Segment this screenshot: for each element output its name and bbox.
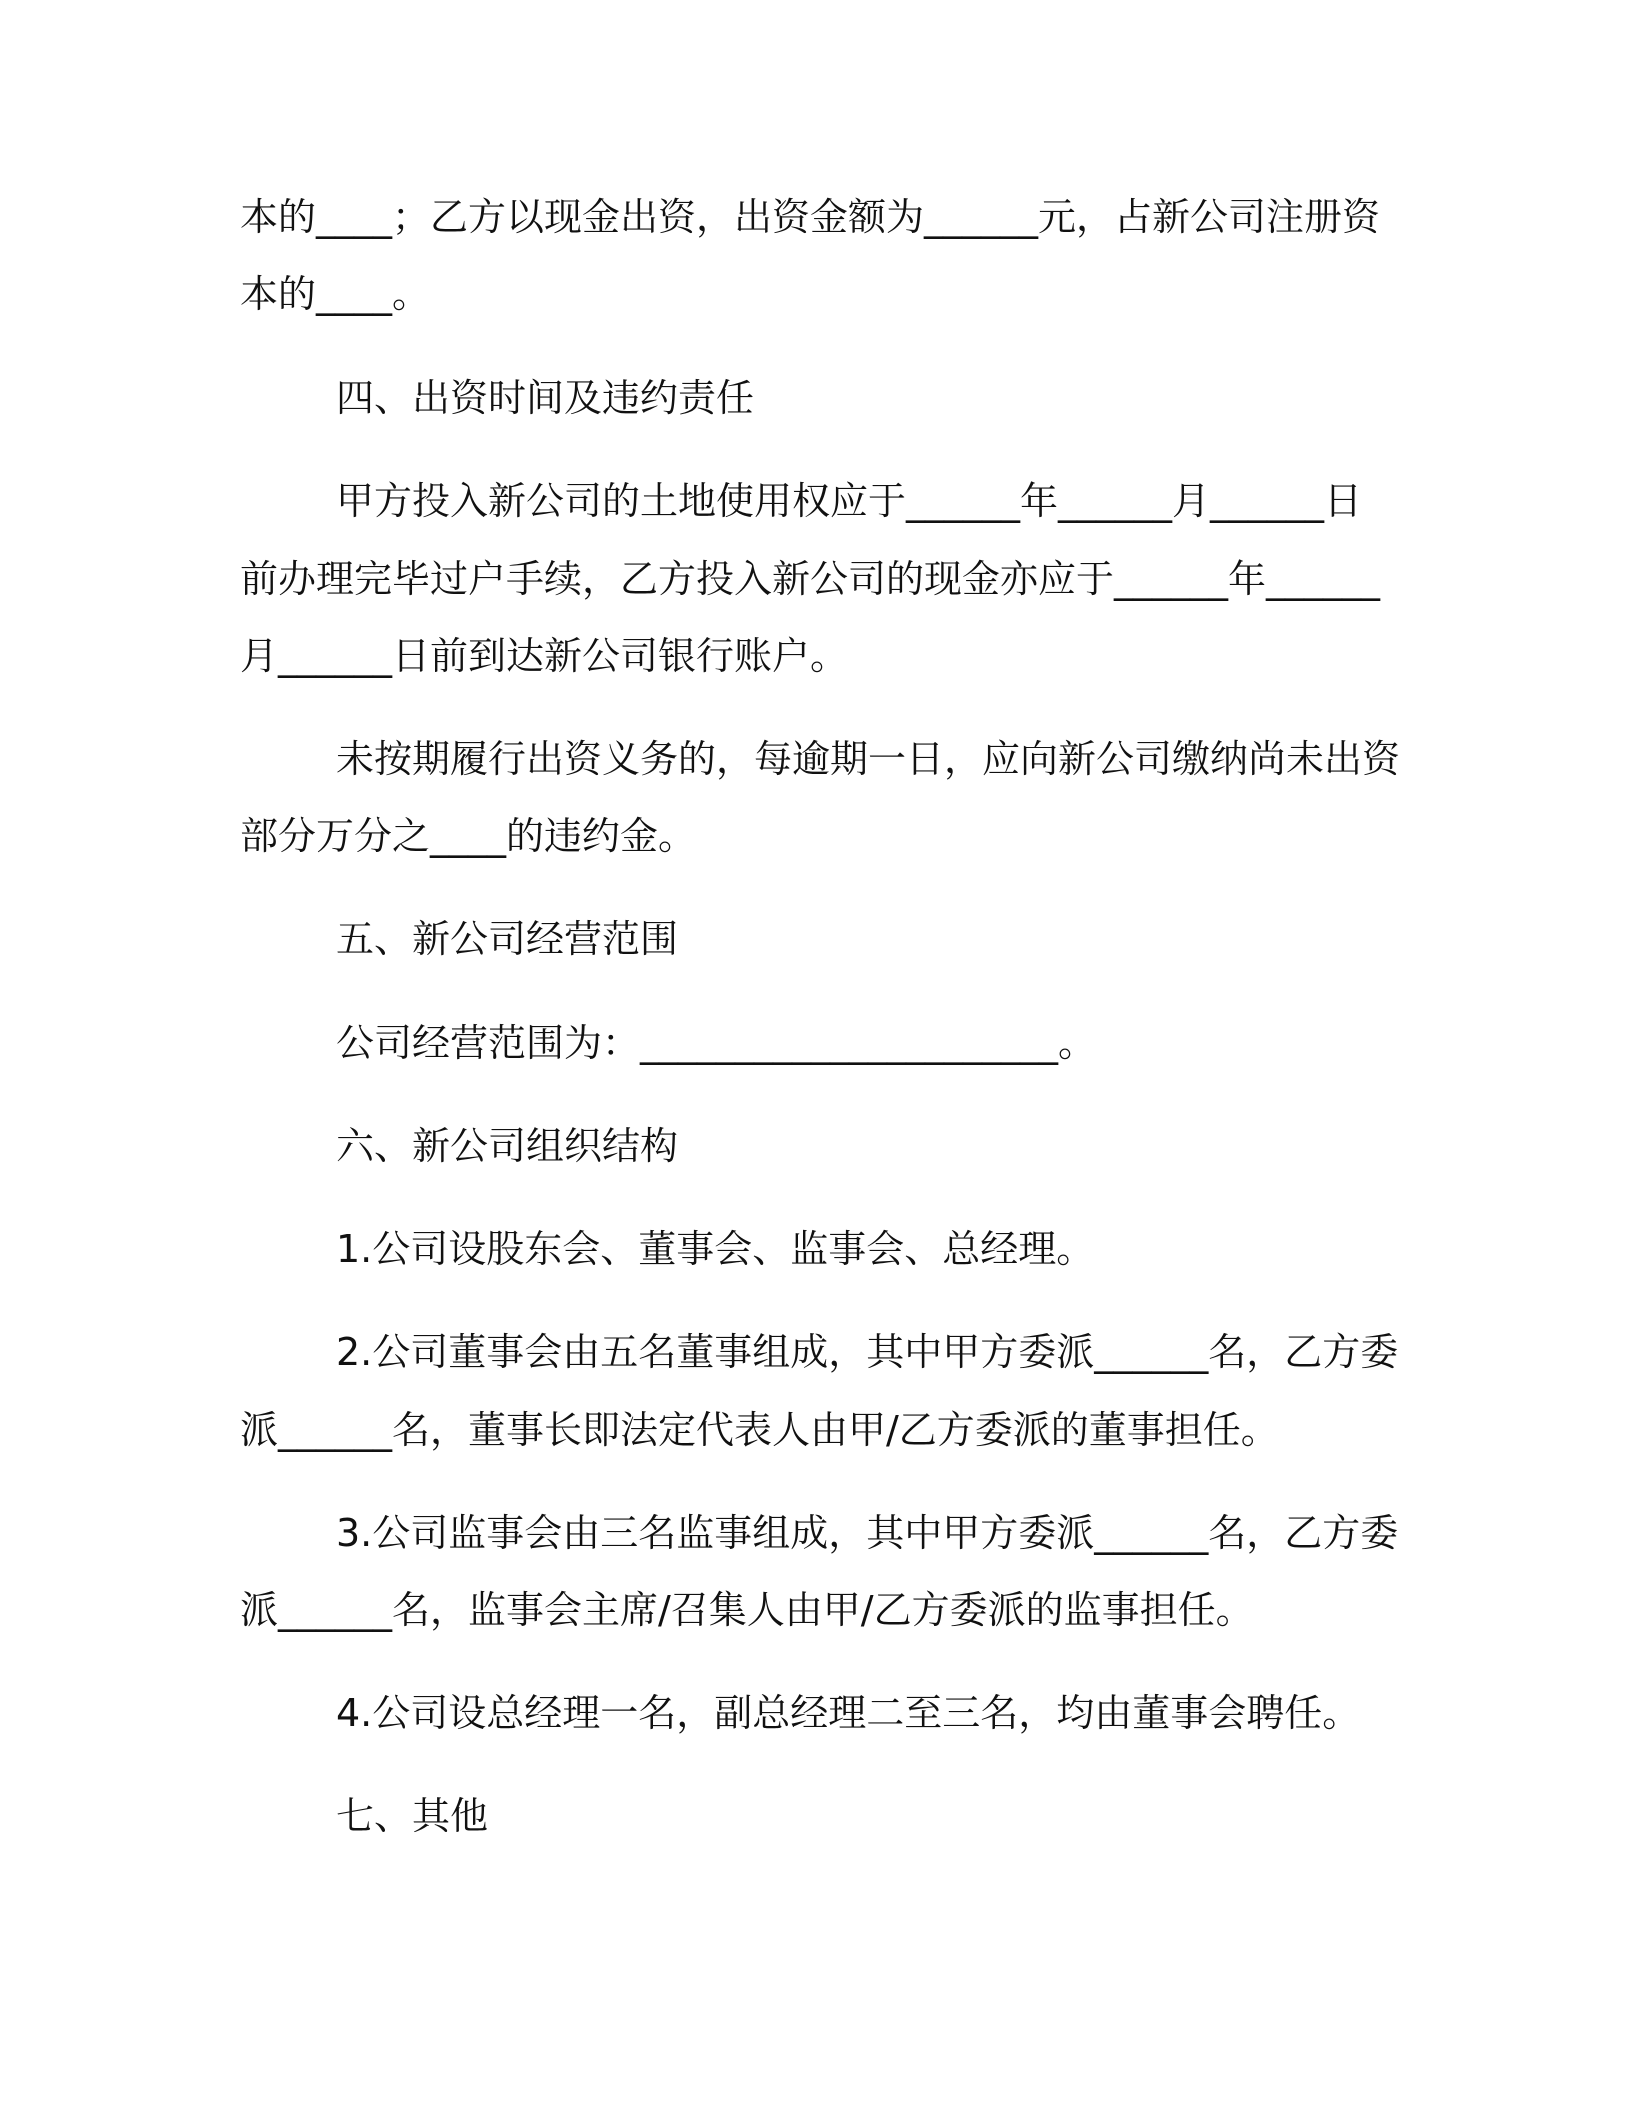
list-item: 1.公司设股东会、董事会、监事会、总经理。 — [336, 1227, 1095, 1271]
section-heading: 五、新公司经营范围 — [336, 917, 679, 961]
list-item: 3.公司监事会由三名监事组成，其中甲方委派______名，乙方委 — [336, 1511, 1399, 1555]
section-heading: 四、出资时间及违约责任 — [336, 376, 755, 420]
paragraph-line: 派______名，监事会主席/召集人由甲/乙方委派的监事担任。 — [240, 1588, 1254, 1632]
list-item: 2.公司董事会由五名董事组成，其中甲方委派______名，乙方委 — [336, 1330, 1399, 1374]
paragraph-line: 甲方投入新公司的土地使用权应于______年______月______日 — [336, 479, 1363, 523]
paragraph-line: 公司经营范围为：______________________。 — [336, 1021, 1097, 1065]
paragraph-line: 未按期履行出资义务的，每逾期一日，应向新公司缴纳尚未出资 — [336, 737, 1401, 781]
paragraph-line: 本的____；乙方以现金出资，出资金额为______元，占新公司注册资 — [240, 195, 1381, 239]
list-item: 4.公司设总经理一名，副总经理二至三名，均由董事会聘任。 — [336, 1691, 1361, 1735]
section-heading: 七、其他 — [336, 1794, 489, 1838]
paragraph-line: 本的____。 — [240, 272, 431, 316]
section-heading: 六、新公司组织结构 — [336, 1124, 679, 1168]
paragraph-line: 派______名，董事长即法定代表人由甲/乙方委派的董事担任。 — [240, 1408, 1279, 1452]
paragraph-line: 月______日前到达新公司银行账户。 — [240, 634, 849, 678]
paragraph-line: 部分万分之____的违约金。 — [240, 814, 697, 858]
paragraph-line: 前办理完毕过户手续，乙方投入新公司的现金亦应于______年______ — [240, 557, 1381, 601]
